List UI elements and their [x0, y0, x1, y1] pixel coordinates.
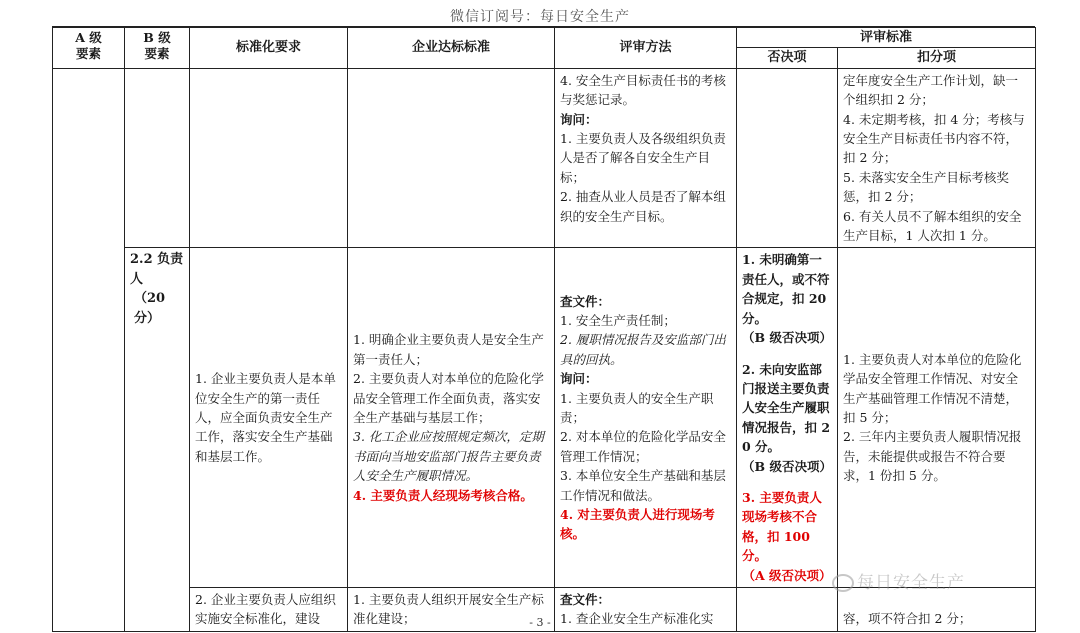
row1-method-item: 4. 安全生产目标责任书的考核与奖惩记录。 — [560, 72, 726, 108]
a-element-cell — [53, 68, 125, 631]
row2-corp-standard-item: 2. 主要负责人对本单位的危险化学品安全管理工作全面负责，落实安全生产基础与基层工作； — [353, 371, 544, 426]
row2-method-item: 查文件： — [560, 293, 611, 309]
row2-method-item: 4. 对主要负责人进行现场考核。 — [560, 507, 715, 542]
col-standard-header: 标准化要求 — [190, 28, 348, 69]
col-method-header: 评审方法 — [555, 28, 737, 69]
row2-method-item: 1. 安全生产责任制； — [560, 312, 676, 328]
row2-deduct-item: 1. 主要负责人对本单位的危险化学品安全管理工作情况、对安全生产基础管理工作情况不清楚，扣 5 分； — [843, 351, 1022, 426]
b-element-label: 2.2 负责 — [130, 252, 184, 268]
col-veto-header: 否决项 — [737, 48, 838, 68]
row2-corp-standard-item: 4. 主要负责人经现场考核合格。 — [353, 487, 533, 503]
row1-method — [555, 68, 737, 248]
row2-b-element — [125, 248, 190, 631]
col-a-element-header — [53, 28, 125, 69]
row2-deduct — [838, 248, 1036, 588]
row2-method-item: 询问： — [560, 371, 598, 387]
row1-deduct-item: 5. 未落实安全生产目标考核奖惩，扣 2 分； — [843, 169, 1009, 205]
row2-method — [555, 248, 737, 588]
row2-method-item: 2. 对本单位的危险化学品安全管理工作情况； — [560, 429, 726, 464]
row2-veto — [737, 248, 838, 588]
row2-veto-item: （B 级否决项） — [742, 330, 832, 346]
row2-standard: 1. 企业主要负责人是本单位安全生产的第一责任人，应全面负责安全生产工作，落实安全生产基础和基层工作。 — [190, 248, 348, 588]
row1-deduct — [838, 68, 1036, 248]
row2-method-item: 1. 主要负责人的安全生产职责； — [560, 390, 714, 426]
subscription-header: 微信订阅号：每日安全生产 — [450, 9, 630, 25]
row1-deduct-item: 定年度安全生产工作计划，缺一个组织扣 2 分； — [843, 72, 1019, 108]
row2-veto-item: （B 级否决项） — [742, 458, 832, 474]
evaluation-table — [52, 27, 1036, 632]
row2-corp-standard-item: 1. 明确企业主要负责人是安全生产第一责任人； — [353, 332, 544, 367]
watermark: 每日安全生产 — [832, 568, 965, 593]
row2-veto-item: 3. 主要负责人现场考核不合格，扣 100 分。 — [742, 489, 822, 564]
col-deduct-header: 扣分项 — [838, 48, 1036, 68]
row3-method-item: 1. 查企业安全生产标准化实 — [560, 611, 714, 627]
row1-method-item: 2. 抽查从业人员是否了解本组织的安全生产目标。 — [560, 189, 726, 224]
col-b-element-header-line: B 级 — [143, 30, 171, 45]
b-element-label: （20 分） — [134, 291, 166, 326]
row2-veto-item: （A 级否决项） — [742, 567, 832, 583]
col-a-element-header-line: A 级 — [75, 30, 102, 45]
row1-deduct-item: 6. 有关人员不了解本组织的安全生产目标，1 人次扣 1 分。 — [843, 208, 1022, 244]
wechat-icon — [832, 574, 854, 592]
row1-method-item: 1. 主要负责人及各级组织负责人是否了解各自安全生产目标； — [560, 131, 726, 185]
b-element-label: 人 — [130, 271, 144, 287]
col-corp-standard-header: 企业达标标准 — [348, 28, 555, 69]
row2-deduct-item: 2. 三年内主要负责人履职情况报告，未能提供或报告不符合要求，1 份扣 5 分。 — [843, 429, 1022, 484]
row1-b-element — [125, 68, 190, 248]
page-number: - 3 - — [529, 616, 551, 629]
col-criteria-header: 评审标准 — [737, 28, 1036, 48]
row1-method-item: 询问： — [560, 111, 598, 127]
row2-veto-item: 1. 未明确第一责任人，或不符合规定，扣 20 分。 — [742, 252, 830, 326]
row2-corp-standard — [348, 248, 555, 588]
row1-standard — [190, 68, 348, 248]
row3-standard: 2. 企业主要负责人应组织实施安全标准化，建设 — [190, 587, 348, 631]
row1-corp-standard — [348, 68, 555, 248]
row3-corp-standard: 1. 主要负责人组织开展安全生产标准化建设； — [348, 587, 555, 631]
row3-deduct: 容，项不符合扣 2 分； — [838, 587, 1036, 631]
col-b-element-header-line: 要素 — [144, 46, 170, 61]
row3-method-heading: 查文件： — [560, 591, 611, 607]
row2-veto-item: 2. 未向安监部门报送主要负责人安全生产履职情况报告，扣 20 分。 — [742, 361, 831, 455]
col-b-element-header — [125, 28, 190, 69]
row2-method-item: 2. 履职情况报告及安监部门出具的回执。 — [560, 332, 726, 367]
col-a-element-header-line: 要素 — [75, 46, 101, 61]
row1-veto — [737, 68, 838, 248]
row2-corp-standard-item: 3. 化工企业应按照规定频次，定期书面向当地安监部门报告主要负责人安全生产履职情况。 — [353, 429, 544, 484]
row1-deduct-item: 4. 未定期考核，扣 4 分；考核与安全生产目标责任书内容不符，扣 2 分； — [843, 111, 1025, 166]
row2-method-item: 3. 本单位安全生产基础和基层工作情况和做法。 — [560, 468, 726, 503]
